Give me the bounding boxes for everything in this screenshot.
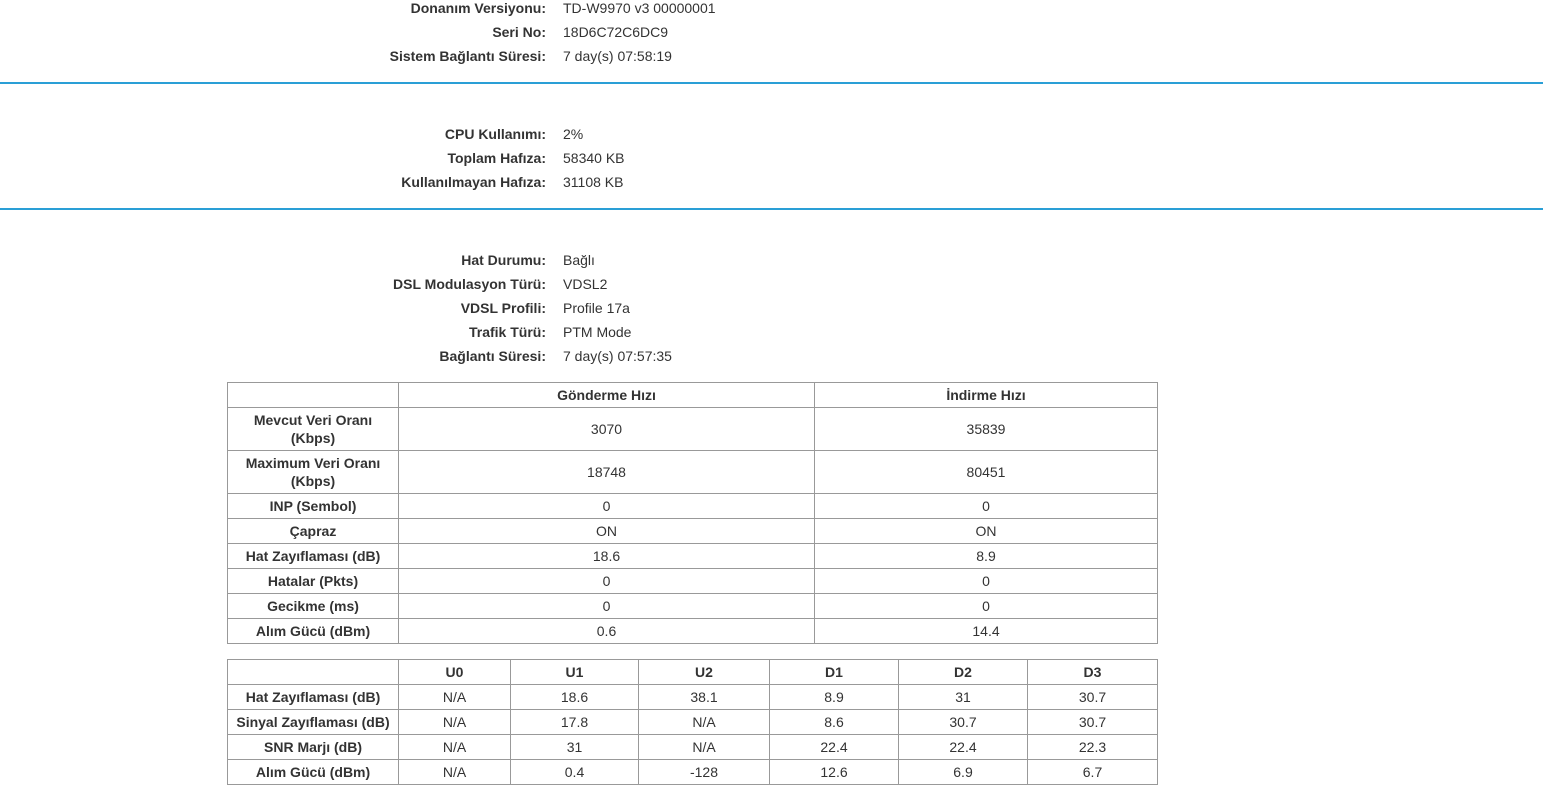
download-value: 0 xyxy=(815,569,1158,594)
band-value: N/A xyxy=(399,710,511,735)
row-label: Hat Zayıflaması (dB) xyxy=(228,544,399,569)
row-label: Mevcut Veri Oranı (Kbps) xyxy=(228,408,399,451)
band-value: N/A xyxy=(399,685,511,710)
traffic-type-row xyxy=(0,320,1545,344)
serial-number-row xyxy=(0,20,1545,44)
row-label: Sinyal Zayıflaması (dB) xyxy=(228,710,399,735)
upload-value: 0 xyxy=(399,494,815,519)
table-row xyxy=(228,494,1158,519)
hardware-version-row xyxy=(0,0,1545,20)
band-value: 38.1 xyxy=(639,685,770,710)
download-value: 80451 xyxy=(815,451,1158,494)
system-uptime-row xyxy=(0,44,1545,68)
table-row xyxy=(228,710,1158,735)
hardware-version-value: TD-W9970 v3 00000001 xyxy=(563,0,716,16)
total-memory-row xyxy=(0,146,1545,170)
line-status-label: Hat Durumu: xyxy=(461,252,546,268)
section-divider xyxy=(0,208,1543,210)
cpu-usage-value: 2% xyxy=(563,126,584,142)
table-row xyxy=(228,451,1158,494)
modulation-type-row xyxy=(0,272,1545,296)
hardware-version-label: Donanım Versiyonu: xyxy=(410,0,546,16)
download-value: 0 xyxy=(815,494,1158,519)
band-value: 30.7 xyxy=(1028,685,1158,710)
band-value: 6.7 xyxy=(1028,760,1158,785)
table-header-u2: U2 xyxy=(639,660,770,685)
cpu-usage-label: CPU Kullanımı: xyxy=(444,126,546,142)
table-header-upload: Gönderme Hızı xyxy=(399,383,815,408)
upload-value: ON xyxy=(399,519,815,544)
row-label: SNR Marjı (dB) xyxy=(228,735,399,760)
band-value: 8.9 xyxy=(770,685,899,710)
table-header-d3: D3 xyxy=(1028,660,1158,685)
row-label: Hatalar (Pkts) xyxy=(228,569,399,594)
modulation-type-value: VDSL2 xyxy=(563,276,608,292)
table-row xyxy=(228,594,1158,619)
vdsl-profile-row xyxy=(0,296,1545,320)
table-header-blank xyxy=(228,383,399,408)
band-value: 30.7 xyxy=(899,710,1028,735)
upload-value: 0.6 xyxy=(399,619,815,644)
band-value: 22.3 xyxy=(1028,735,1158,760)
band-value: N/A xyxy=(399,735,511,760)
cpu-usage-row xyxy=(0,122,1545,146)
row-label: Alım Gücü (dBm) xyxy=(228,619,399,644)
upload-value: 0 xyxy=(399,569,815,594)
system-uptime-label: Sistem Bağlantı Süresi: xyxy=(389,48,546,64)
band-value: 31 xyxy=(899,685,1028,710)
table-header-u1: U1 xyxy=(511,660,639,685)
connection-uptime-row xyxy=(0,344,1545,368)
table-row xyxy=(228,569,1158,594)
band-value: -128 xyxy=(639,760,770,785)
dsl-rate-table xyxy=(227,382,1158,644)
upload-value: 3070 xyxy=(399,408,815,451)
table-header-d2: D2 xyxy=(899,660,1028,685)
total-memory-label: Toplam Hafıza: xyxy=(447,150,546,166)
table-row xyxy=(228,685,1158,710)
traffic-type-value: PTM Mode xyxy=(563,324,632,340)
row-label: INP (Sembol) xyxy=(228,494,399,519)
table-header-u0: U0 xyxy=(399,660,511,685)
band-value: N/A xyxy=(399,760,511,785)
band-value: 8.6 xyxy=(770,710,899,735)
table-row xyxy=(228,619,1158,644)
download-value: 0 xyxy=(815,594,1158,619)
table-header-row xyxy=(228,383,1158,408)
serial-number-label: Seri No: xyxy=(492,24,546,40)
row-label: Gecikme (ms) xyxy=(228,594,399,619)
band-value: 30.7 xyxy=(1028,710,1158,735)
table-header-row xyxy=(228,660,1158,685)
band-value: 0.4 xyxy=(511,760,639,785)
band-value: 12.6 xyxy=(770,760,899,785)
row-label: Maximum Veri Oranı (Kbps) xyxy=(228,451,399,494)
band-value: N/A xyxy=(639,710,770,735)
download-value: 8.9 xyxy=(815,544,1158,569)
band-value: 6.9 xyxy=(899,760,1028,785)
band-value: N/A xyxy=(639,735,770,760)
free-memory-row xyxy=(0,170,1545,194)
free-memory-value: 31108 KB xyxy=(563,174,624,190)
vdsl-profile-value: Profile 17a xyxy=(563,300,630,316)
upload-value: 0 xyxy=(399,594,815,619)
line-status-row xyxy=(0,248,1545,272)
table-header-download: İndirme Hızı xyxy=(815,383,1158,408)
line-status-value: Bağlı xyxy=(563,252,595,268)
connection-uptime-value: 7 day(s) 07:57:35 xyxy=(563,348,672,364)
table-header-d1: D1 xyxy=(770,660,899,685)
row-label: Hat Zayıflaması (dB) xyxy=(228,685,399,710)
table-row xyxy=(228,408,1158,451)
table-header-blank xyxy=(228,660,399,685)
connection-uptime-label: Bağlantı Süresi: xyxy=(439,348,546,364)
dsl-band-table xyxy=(227,659,1158,785)
vdsl-profile-label: VDSL Profili: xyxy=(460,300,546,316)
row-label: Çapraz xyxy=(228,519,399,544)
row-label: Alım Gücü (dBm) xyxy=(228,760,399,785)
download-value: 35839 xyxy=(815,408,1158,451)
band-value: 17.8 xyxy=(511,710,639,735)
modulation-type-label: DSL Modulasyon Türü: xyxy=(393,276,546,292)
download-value: ON xyxy=(815,519,1158,544)
band-value: 22.4 xyxy=(899,735,1028,760)
band-value: 31 xyxy=(511,735,639,760)
traffic-type-label: Trafik Türü: xyxy=(468,324,546,340)
upload-value: 18.6 xyxy=(399,544,815,569)
upload-value: 18748 xyxy=(399,451,815,494)
table-row xyxy=(228,735,1158,760)
table-row xyxy=(228,519,1158,544)
table-row xyxy=(228,544,1158,569)
system-uptime-value: 7 day(s) 07:58:19 xyxy=(563,48,672,64)
section-divider xyxy=(0,82,1543,84)
band-value: 18.6 xyxy=(511,685,639,710)
total-memory-value: 58340 KB xyxy=(563,150,625,166)
band-value: 22.4 xyxy=(770,735,899,760)
table-row xyxy=(228,760,1158,785)
free-memory-label: Kullanılmayan Hafıza: xyxy=(401,174,546,190)
download-value: 14.4 xyxy=(815,619,1158,644)
serial-number-value: 18D6C72C6DC9 xyxy=(563,24,669,40)
